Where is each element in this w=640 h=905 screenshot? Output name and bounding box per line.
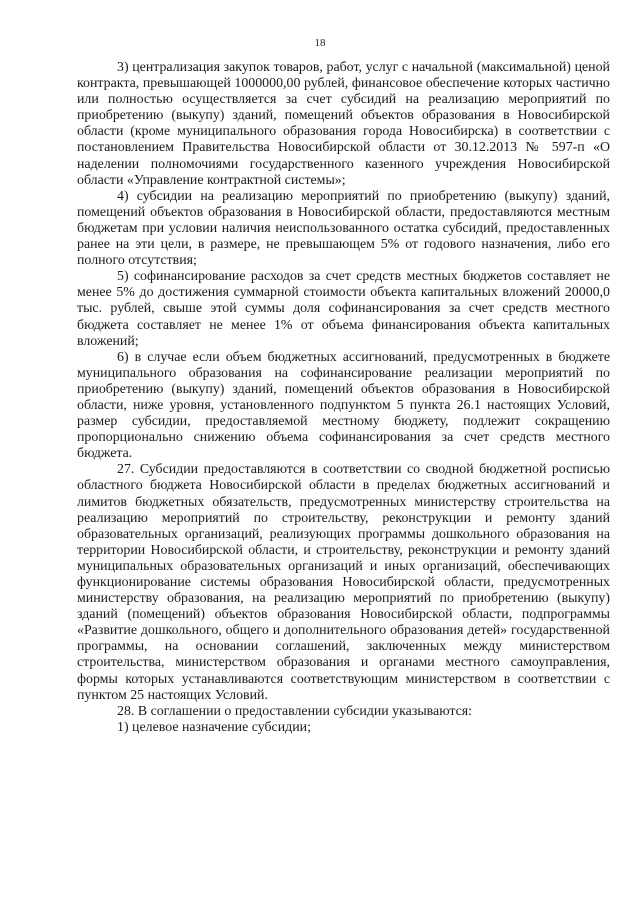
paragraph-item-6-reduction: 6) в случае если объем бюджетных ассигнований, предусмотренных в бюджете муниципального образования на софинансирование реализации мероприятий по приобретению (выкупу) зданий, помещений объектов образования в Новосибирской области, ниже уровня, установленного подпунктом 5 пункта 26.1 настоящих Условий, размер субсидии, предоставляемой местному бюджету, подлежит сокращению пропорционально снижению объема софинансирования за счет средств местного бюджета. [77,349,610,462]
document-body [77,60,610,736]
paragraph-clause-28: 28. В соглашении о предоставлении субсидии указываются: [117,703,473,719]
page-number: 18 [314,37,326,49]
paragraph-clause-27: 27. Субсидии предоставляются в соответствии со сводной бюджетной росписью областного бюджета Новосибирской области в пределах бюджетных ассигнований и лимитов бюджетных обязательств, предусмотренных министерству строительства на реализацию мероприятий по строительству, реконструкции и ремонту зданий образовательных организаций, реализующих программы дошкольного образования на территории Новосибирской области, и строительству, реконструкции и ремонту зданий муниципальных образовательных организаций и иных организаций, обеспечивающих функционирование системы образования Новосибирской области, предусмотренных министерству образования, на реализацию мероприятий по приобретению (выкупу) зданий (помещений) объектов образования Новосибирской области, подпрограммы «Развитие дошкольного, общего и дополнительного образования детей» государственной программы, на основании соглашений, заключенных между министерством строительства, министерством образования и органами местного самоуправления, формы которых устанавливаются соответствующим министерством в соответствии с пунктом 25 настоящих Условий. [77,462,610,703]
paragraph-item-5-cofinancing: 5) софинансирование расходов за счет средств местных бюджетов составляет не менее 5% до достижения суммарной стоимости объекта капитальных вложений 20000,0 тыс. рублей, свыше этой суммы доля софинансирования за счет средств местного бюджета составляет не менее 1% от объема финансирования объекта капитальных вложений; [77,269,610,349]
paragraph-item-3-centralization: 3) централизация закупок товаров, работ, услуг с начальной (максимальной) ценой контракта, превышающей 1000000,00 рублей, финансовое обеспечение которых частично или полностью осуществляется за счет субсидий на реализацию мероприятий по приобретению (выкупу) зданий, помещений объектов образования в Новосибирской области (кроме муниципального образования города Новосибирска) в соответствии с постановлением Правительства Новосибирской области от 30.12.2013 № 597-п «О наделении полномочиями государственного казенного учреждения Новосибирской области «Управление контрактной системы»; [77,60,610,188]
paragraph-item-4-subsidies: 4) субсидии на реализацию мероприятий по приобретению (выкупу) зданий, помещений объектов образования в Новосибирской области, предоставляются местным бюджетам при условии наличия неиспользованного остатка субсидий, предоставленных ранее на эти цели, в размере, не превышающем 5% от годового назначения, либо его полного отсутствия; [77,188,610,269]
paragraph-clause-28-item-1: 1) целевое назначение субсидии; [117,719,311,735]
